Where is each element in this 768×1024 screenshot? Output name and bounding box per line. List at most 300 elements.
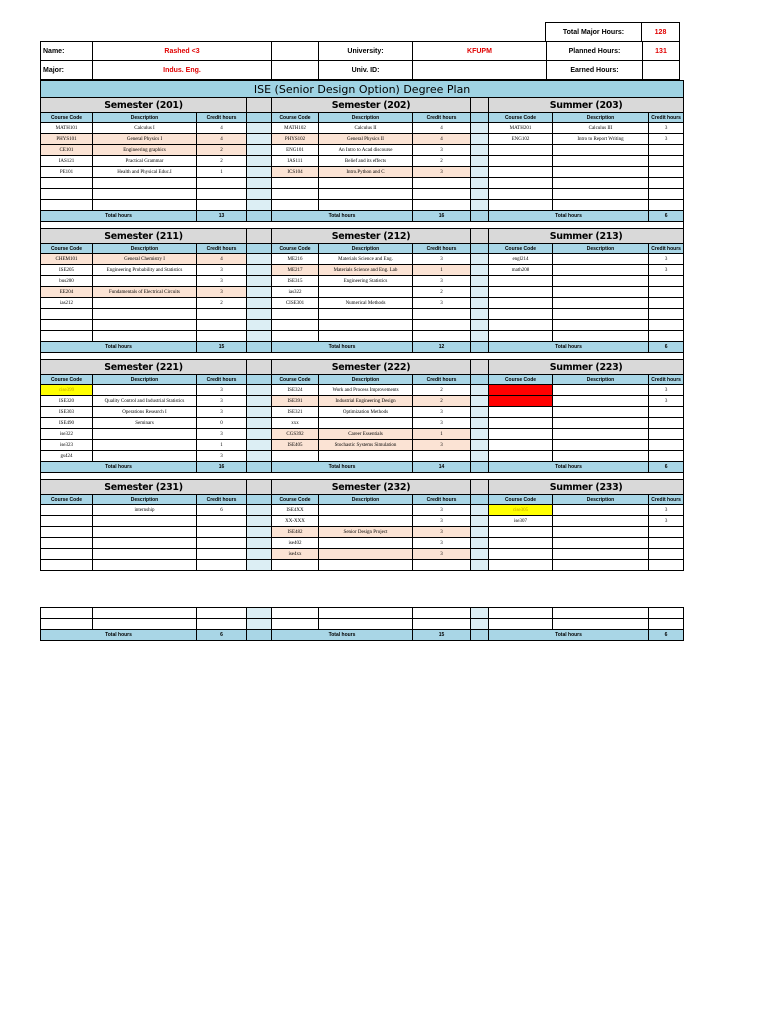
course-description-cell[interactable]: Belief and its effects (319, 156, 413, 167)
course-description-cell[interactable]: Materials Science and Eng. (319, 254, 413, 265)
course-description-cell[interactable] (93, 560, 197, 571)
credit-hours-cell[interactable] (413, 451, 471, 462)
credit-hours-cell[interactable] (649, 320, 684, 331)
credit-hours-cell[interactable]: 2 (197, 298, 247, 309)
course-description-cell[interactable] (93, 619, 197, 630)
course-code-cell[interactable]: ISE303 (41, 407, 93, 418)
course-code-cell[interactable] (41, 200, 93, 211)
course-code-cell[interactable]: ias212 (41, 298, 93, 309)
credit-hours-cell[interactable]: 3 (413, 538, 471, 549)
course-code-cell[interactable] (41, 560, 93, 571)
course-description-cell[interactable] (93, 309, 197, 320)
credit-hours-cell[interactable] (197, 320, 247, 331)
credit-hours-cell[interactable]: 3 (649, 254, 684, 265)
course-description-cell[interactable] (553, 385, 649, 396)
credit-hours-cell[interactable] (197, 331, 247, 342)
earned-hours-value[interactable] (643, 61, 680, 80)
credit-hours-cell[interactable]: 2 (413, 396, 471, 407)
course-description-cell[interactable]: Calculus I (93, 123, 197, 134)
course-code-cell[interactable]: MATH102 (272, 123, 319, 134)
course-code-cell[interactable] (272, 451, 319, 462)
course-description-cell[interactable]: An Intro to Acad discourse (319, 145, 413, 156)
course-description-cell[interactable] (319, 189, 413, 200)
course-code-cell[interactable] (489, 560, 553, 571)
course-description-cell[interactable] (319, 505, 413, 516)
course-description-cell[interactable] (553, 265, 649, 276)
course-description-cell[interactable] (553, 156, 649, 167)
credit-hours-cell[interactable] (649, 418, 684, 429)
credit-hours-cell[interactable]: 2 (413, 385, 471, 396)
course-code-cell[interactable] (489, 418, 553, 429)
course-code-cell[interactable] (489, 189, 553, 200)
credit-hours-cell[interactable] (197, 608, 247, 619)
course-code-cell[interactable]: CE101 (41, 145, 93, 156)
course-code-cell[interactable] (272, 608, 319, 619)
credit-hours-cell[interactable]: 3 (197, 385, 247, 396)
course-description-cell[interactable] (553, 200, 649, 211)
course-description-cell[interactable]: Quality Control and Industrial Statistics (93, 396, 197, 407)
course-code-cell[interactable] (489, 396, 553, 407)
course-description-cell[interactable] (553, 440, 649, 451)
course-description-cell[interactable]: Calculus II (319, 123, 413, 134)
credit-hours-cell[interactable] (649, 560, 684, 571)
course-code-cell[interactable] (272, 331, 319, 342)
description-header: Description (93, 495, 197, 505)
credit-hours-cell[interactable] (649, 287, 684, 298)
course-code-cell[interactable] (41, 331, 93, 342)
course-code-cell[interactable] (489, 331, 553, 342)
course-code-cell[interactable]: ise322 (41, 429, 93, 440)
course-description-cell[interactable]: Intro.Python and C (319, 167, 413, 178)
credit-hours-cell[interactable]: 3 (413, 407, 471, 418)
credit-hours-cell[interactable]: 3 (413, 505, 471, 516)
course-description-cell[interactable] (553, 451, 649, 462)
course-code-cell[interactable] (489, 309, 553, 320)
course-code-cell[interactable] (489, 440, 553, 451)
course-description-cell[interactable] (553, 331, 649, 342)
course-description-cell[interactable] (553, 538, 649, 549)
credit-hours-cell[interactable]: 3 (649, 516, 684, 527)
credit-hours-cell[interactable]: 3 (413, 298, 471, 309)
course-description-cell[interactable]: Numerical Methods (319, 298, 413, 309)
course-description-cell[interactable]: Seminars (93, 418, 197, 429)
course-code-cell[interactable]: ise4xx (272, 549, 319, 560)
course-row (41, 549, 684, 560)
course-description-cell[interactable]: Practical Grammar (93, 156, 197, 167)
course-description-cell[interactable]: Engineering Statistics (319, 276, 413, 287)
credit-hours-cell[interactable] (649, 156, 684, 167)
credit-hours-cell[interactable] (413, 320, 471, 331)
course-code-cell[interactable] (41, 516, 93, 527)
course-code-cell[interactable]: EE204 (41, 287, 93, 298)
credit-hours-cell[interactable] (649, 538, 684, 549)
course-description-cell[interactable]: General Chemistry I (93, 254, 197, 265)
course-code-cell[interactable]: ise323 (41, 440, 93, 451)
course-description-cell[interactable] (93, 516, 197, 527)
credit-hours-cell[interactable] (649, 167, 684, 178)
credit-hours-cell[interactable]: 4 (197, 123, 247, 134)
course-code-cell[interactable] (272, 189, 319, 200)
course-description-cell[interactable] (553, 167, 649, 178)
credit-hours-cell[interactable]: 3 (413, 276, 471, 287)
course-description-cell[interactable]: Calculus III (553, 123, 649, 134)
course-code-cell[interactable]: XX-XXX (272, 516, 319, 527)
credit-hours-cell[interactable]: 3 (649, 265, 684, 276)
column-header-row (41, 495, 684, 505)
course-description-cell[interactable] (319, 560, 413, 571)
course-description-cell[interactable] (319, 451, 413, 462)
credit-hours-cell[interactable]: 0 (197, 418, 247, 429)
course-code-cell[interactable] (489, 538, 553, 549)
credit-hours-cell[interactable] (649, 619, 684, 630)
course-description-cell[interactable]: internship (93, 505, 197, 516)
course-description-cell[interactable] (553, 619, 649, 630)
course-description-cell[interactable] (93, 527, 197, 538)
course-code-cell[interactable]: CHEM101 (41, 254, 93, 265)
credit-hours-cell[interactable] (197, 516, 247, 527)
course-description-cell[interactable] (553, 516, 649, 527)
course-code-cell[interactable] (272, 200, 319, 211)
credit-hours-cell[interactable] (197, 527, 247, 538)
univ-id-value[interactable] (413, 61, 547, 80)
course-code-cell[interactable] (489, 549, 553, 560)
course-description-cell[interactable] (553, 145, 649, 156)
course-description-cell[interactable] (319, 320, 413, 331)
course-description-cell[interactable] (93, 549, 197, 560)
course-description-cell[interactable] (93, 178, 197, 189)
course-description-cell[interactable] (93, 429, 197, 440)
course-code-cell[interactable]: ENG102 (489, 134, 553, 145)
credit-hours-cell[interactable]: 4 (197, 254, 247, 265)
course-description-cell[interactable]: Career Essentials (319, 429, 413, 440)
course-description-cell[interactable]: Industrial Engineering Design (319, 396, 413, 407)
course-description-cell[interactable]: Intro to Report Writing (553, 134, 649, 145)
course-code-cell[interactable] (489, 145, 553, 156)
credit-hours-cell[interactable]: 3 (649, 123, 684, 134)
course-description-cell[interactable] (93, 320, 197, 331)
course-description-cell[interactable] (93, 440, 197, 451)
course-code-cell[interactable] (41, 189, 93, 200)
course-description-cell[interactable] (553, 549, 649, 560)
course-code-cell[interactable] (489, 619, 553, 630)
credit-hours-cell[interactable]: 3 (197, 276, 247, 287)
course-description-cell[interactable] (553, 178, 649, 189)
course-code-header: Course Code (272, 375, 319, 385)
course-description-cell[interactable] (319, 608, 413, 619)
credit-hours-cell[interactable] (413, 331, 471, 342)
credit-hours-cell[interactable]: 3 (413, 527, 471, 538)
credit-hours-cell[interactable] (649, 309, 684, 320)
credit-hours-cell[interactable]: 1 (413, 265, 471, 276)
course-code-cell[interactable]: IAS121 (41, 156, 93, 167)
credit-hours-cell[interactable] (649, 429, 684, 440)
course-code-cell[interactable] (41, 549, 93, 560)
course-description-cell[interactable] (93, 331, 197, 342)
course-description-cell[interactable] (553, 320, 649, 331)
course-code-cell[interactable]: engl214 (489, 254, 553, 265)
course-code-cell[interactable]: ias322 (272, 287, 319, 298)
course-code-cell[interactable]: xxx (272, 418, 319, 429)
credit-hours-cell[interactable]: 3 (649, 396, 684, 407)
course-code-cell[interactable]: ME216 (272, 254, 319, 265)
course-code-cell[interactable]: ISE321 (272, 407, 319, 418)
course-code-cell[interactable] (41, 619, 93, 630)
course-code-cell[interactable]: ISE405 (272, 440, 319, 451)
credit-hours-cell[interactable]: 1 (197, 167, 247, 178)
course-description-cell[interactable] (553, 418, 649, 429)
course-code-cell[interactable] (272, 320, 319, 331)
credit-hours-cell[interactable]: 2 (197, 145, 247, 156)
course-code-cell[interactable]: ISE391 (272, 396, 319, 407)
course-code-cell[interactable]: cise399 (41, 385, 93, 396)
course-code-cell[interactable] (489, 527, 553, 538)
course-description-cell[interactable] (553, 560, 649, 571)
spacer (471, 560, 489, 571)
credit-hours-cell[interactable]: 3 (649, 385, 684, 396)
credit-hours-cell[interactable] (413, 189, 471, 200)
credit-hours-cell[interactable]: 1 (413, 429, 471, 440)
course-description-cell[interactable] (553, 396, 649, 407)
spacer (247, 360, 272, 375)
credit-hours-cell[interactable]: 3 (197, 265, 247, 276)
course-code-cell[interactable] (489, 287, 553, 298)
course-code-cell[interactable] (489, 200, 553, 211)
course-description-cell[interactable] (319, 516, 413, 527)
course-description-cell[interactable] (319, 309, 413, 320)
course-description-cell[interactable]: Engineering Probability and Statistics (93, 265, 197, 276)
course-code-cell[interactable] (489, 178, 553, 189)
course-code-cell[interactable] (272, 178, 319, 189)
course-code-cell[interactable]: ISE4XX (272, 505, 319, 516)
credit-hours-cell[interactable] (413, 560, 471, 571)
credit-hours-cell[interactable] (649, 549, 684, 560)
credit-hours-cell[interactable]: 4 (413, 134, 471, 145)
course-code-cell[interactable] (41, 538, 93, 549)
credit-hours-cell[interactable]: 2 (413, 287, 471, 298)
course-code-cell[interactable]: ise307 (489, 516, 553, 527)
course-description-cell[interactable] (553, 309, 649, 320)
credit-hours-cell[interactable]: 3 (413, 440, 471, 451)
credit-hours-cell[interactable]: 6 (197, 505, 247, 516)
course-code-cell[interactable] (489, 320, 553, 331)
course-description-cell[interactable]: Stochastic Systems Simulation (319, 440, 413, 451)
course-code-cell[interactable]: ISE482 (272, 527, 319, 538)
course-code-cell[interactable]: math208 (489, 265, 553, 276)
credit-hours-cell[interactable]: 3 (197, 396, 247, 407)
course-code-cell[interactable]: IAS111 (272, 156, 319, 167)
course-description-cell[interactable] (553, 407, 649, 418)
credit-hours-cell[interactable] (413, 200, 471, 211)
course-description-cell[interactable] (93, 298, 197, 309)
credit-hours-cell[interactable]: 2 (197, 156, 247, 167)
course-code-cell[interactable]: CGS392 (272, 429, 319, 440)
course-code-cell[interactable]: ME217 (272, 265, 319, 276)
credit-hours-cell[interactable] (649, 407, 684, 418)
course-code-cell[interactable] (489, 407, 553, 418)
course-description-cell[interactable] (93, 189, 197, 200)
credit-hours-cell[interactable]: 2 (413, 156, 471, 167)
credit-hours-cell[interactable]: 3 (197, 451, 247, 462)
course-description-cell[interactable] (93, 200, 197, 211)
spacer (247, 342, 272, 353)
course-description-cell[interactable] (553, 608, 649, 619)
credit-hours-cell[interactable]: 3 (413, 167, 471, 178)
credit-hours-cell[interactable] (649, 276, 684, 287)
course-description-cell[interactable] (553, 527, 649, 538)
credit-hours-cell[interactable] (649, 440, 684, 451)
course-description-cell[interactable] (319, 418, 413, 429)
course-description-cell[interactable] (319, 200, 413, 211)
course-description-cell[interactable] (93, 276, 197, 287)
name-value[interactable]: Rashed <3 (93, 42, 272, 61)
credit-hours-cell[interactable] (197, 560, 247, 571)
course-description-cell[interactable] (93, 608, 197, 619)
course-description-cell[interactable] (553, 276, 649, 287)
credit-hours-cell[interactable] (649, 331, 684, 342)
course-description-cell[interactable] (93, 385, 197, 396)
spacer (247, 229, 272, 244)
course-code-cell[interactable]: ICS104 (272, 167, 319, 178)
course-description-cell[interactable]: General Physics I (93, 134, 197, 145)
course-code-cell[interactable] (489, 298, 553, 309)
course-description-cell[interactable] (553, 287, 649, 298)
course-code-cell[interactable]: ise402 (272, 538, 319, 549)
credit-hours-cell[interactable]: 3 (649, 505, 684, 516)
course-description-cell[interactable]: General Physics II (319, 134, 413, 145)
course-code-cell[interactable]: ISE490 (41, 418, 93, 429)
credit-hours-cell[interactable]: 1 (197, 440, 247, 451)
credit-hours-cell[interactable]: 3 (413, 516, 471, 527)
course-code-cell[interactable] (489, 276, 553, 287)
course-code-cell[interactable] (272, 560, 319, 571)
course-code-cell[interactable]: ENG101 (272, 145, 319, 156)
course-code-cell[interactable]: PHYS101 (41, 134, 93, 145)
credit-hours-cell[interactable] (649, 608, 684, 619)
course-description-cell[interactable]: Optimization Methods (319, 407, 413, 418)
course-description-cell[interactable]: Fundamentals of Electrical Circuits (93, 287, 197, 298)
credit-hours-cell[interactable]: 3 (413, 549, 471, 560)
course-code-cell[interactable]: MATH201 (489, 123, 553, 134)
course-code-cell[interactable] (489, 385, 553, 396)
credit-hours-cell[interactable] (197, 549, 247, 560)
course-code-cell[interactable] (41, 505, 93, 516)
course-code-cell[interactable]: ISE205 (41, 265, 93, 276)
course-code-cell[interactable] (489, 156, 553, 167)
total-major-hours-value[interactable]: 128 (642, 23, 680, 42)
credit-hours-cell[interactable] (649, 189, 684, 200)
course-description-cell[interactable] (93, 451, 197, 462)
credit-hours-cell[interactable]: 4 (197, 134, 247, 145)
course-code-cell[interactable]: gs424 (41, 451, 93, 462)
course-code-cell[interactable] (489, 429, 553, 440)
course-code-cell[interactable]: PE101 (41, 167, 93, 178)
course-description-cell[interactable] (319, 538, 413, 549)
course-description-cell[interactable] (553, 189, 649, 200)
credit-hours-cell[interactable] (197, 538, 247, 549)
course-description-cell[interactable]: Health and Physical Educ.I (93, 167, 197, 178)
course-code-cell[interactable]: ISE320 (41, 396, 93, 407)
credit-hours-cell[interactable]: 3 (413, 254, 471, 265)
course-description-cell[interactable] (319, 549, 413, 560)
credit-hours-cell[interactable]: 4 (413, 123, 471, 134)
course-description-cell[interactable] (553, 429, 649, 440)
course-code-cell[interactable] (41, 608, 93, 619)
university-value[interactable]: KFUPM (413, 42, 547, 61)
course-code-cell[interactable] (41, 320, 93, 331)
credit-hours-cell[interactable] (197, 309, 247, 320)
spacer (247, 407, 272, 418)
major-value[interactable]: Indus. Eng. (93, 61, 272, 80)
credit-hours-cell[interactable] (197, 200, 247, 211)
spacer (247, 320, 272, 331)
course-code-cell[interactable]: ISE324 (272, 385, 319, 396)
credit-hours-cell[interactable]: 3 (413, 145, 471, 156)
course-description-cell[interactable] (319, 287, 413, 298)
course-code-cell[interactable] (41, 178, 93, 189)
course-description-cell[interactable]: Engineering graphics (93, 145, 197, 156)
course-code-cell[interactable] (41, 309, 93, 320)
course-description-cell[interactable] (553, 254, 649, 265)
course-description-cell[interactable]: Work and Process Improvements (319, 385, 413, 396)
credit-hours-cell[interactable] (649, 200, 684, 211)
course-code-cell[interactable]: CISE301 (272, 298, 319, 309)
planned-hours-value[interactable]: 131 (643, 42, 680, 61)
credit-hours-cell[interactable]: 3 (197, 287, 247, 298)
credit-hours-cell[interactable] (197, 619, 247, 630)
course-description-cell[interactable]: Materials Science and Eng. Lab (319, 265, 413, 276)
course-code-cell[interactable] (41, 527, 93, 538)
course-description-cell[interactable]: Senior Design Project (319, 527, 413, 538)
course-description-cell[interactable]: Operations Research I (93, 407, 197, 418)
credit-hours-cell[interactable] (413, 608, 471, 619)
credit-hours-cell[interactable] (649, 178, 684, 189)
credit-hours-cell[interactable]: 3 (649, 134, 684, 145)
credit-hours-cell[interactable] (649, 298, 684, 309)
course-code-cell[interactable]: ISE315 (272, 276, 319, 287)
credit-hours-cell[interactable] (413, 619, 471, 630)
course-description-cell[interactable] (319, 619, 413, 630)
credit-hours-cell[interactable] (413, 178, 471, 189)
course-description-cell[interactable] (553, 505, 649, 516)
credit-hours-cell[interactable] (649, 527, 684, 538)
course-code-cell[interactable] (489, 167, 553, 178)
course-code-cell[interactable] (489, 451, 553, 462)
credit-hours-cell[interactable]: 3 (413, 418, 471, 429)
course-code-cell[interactable]: bus200 (41, 276, 93, 287)
credit-hours-cell[interactable]: 3 (197, 429, 247, 440)
credit-hours-cell[interactable] (649, 451, 684, 462)
credit-hours-cell[interactable] (197, 189, 247, 200)
course-code-cell[interactable] (272, 309, 319, 320)
spacer (471, 480, 489, 495)
course-description-cell[interactable] (553, 298, 649, 309)
credit-hours-cell[interactable] (413, 309, 471, 320)
course-description-cell[interactable] (319, 331, 413, 342)
course-code-cell[interactable]: PHYS102 (272, 134, 319, 145)
spacer (247, 538, 272, 549)
credit-hours-cell[interactable]: 3 (197, 407, 247, 418)
course-description-cell[interactable] (319, 178, 413, 189)
course-description-cell[interactable] (93, 538, 197, 549)
course-code-cell[interactable] (272, 619, 319, 630)
course-code-cell[interactable] (489, 608, 553, 619)
course-code-header: Course Code (272, 244, 319, 254)
credit-hours-cell[interactable] (649, 145, 684, 156)
course-code-cell[interactable]: MATH101 (41, 123, 93, 134)
course-code-cell[interactable]: cise305 (489, 505, 553, 516)
total-hours-value: 16 (413, 211, 471, 222)
credit-hours-cell[interactable] (197, 178, 247, 189)
